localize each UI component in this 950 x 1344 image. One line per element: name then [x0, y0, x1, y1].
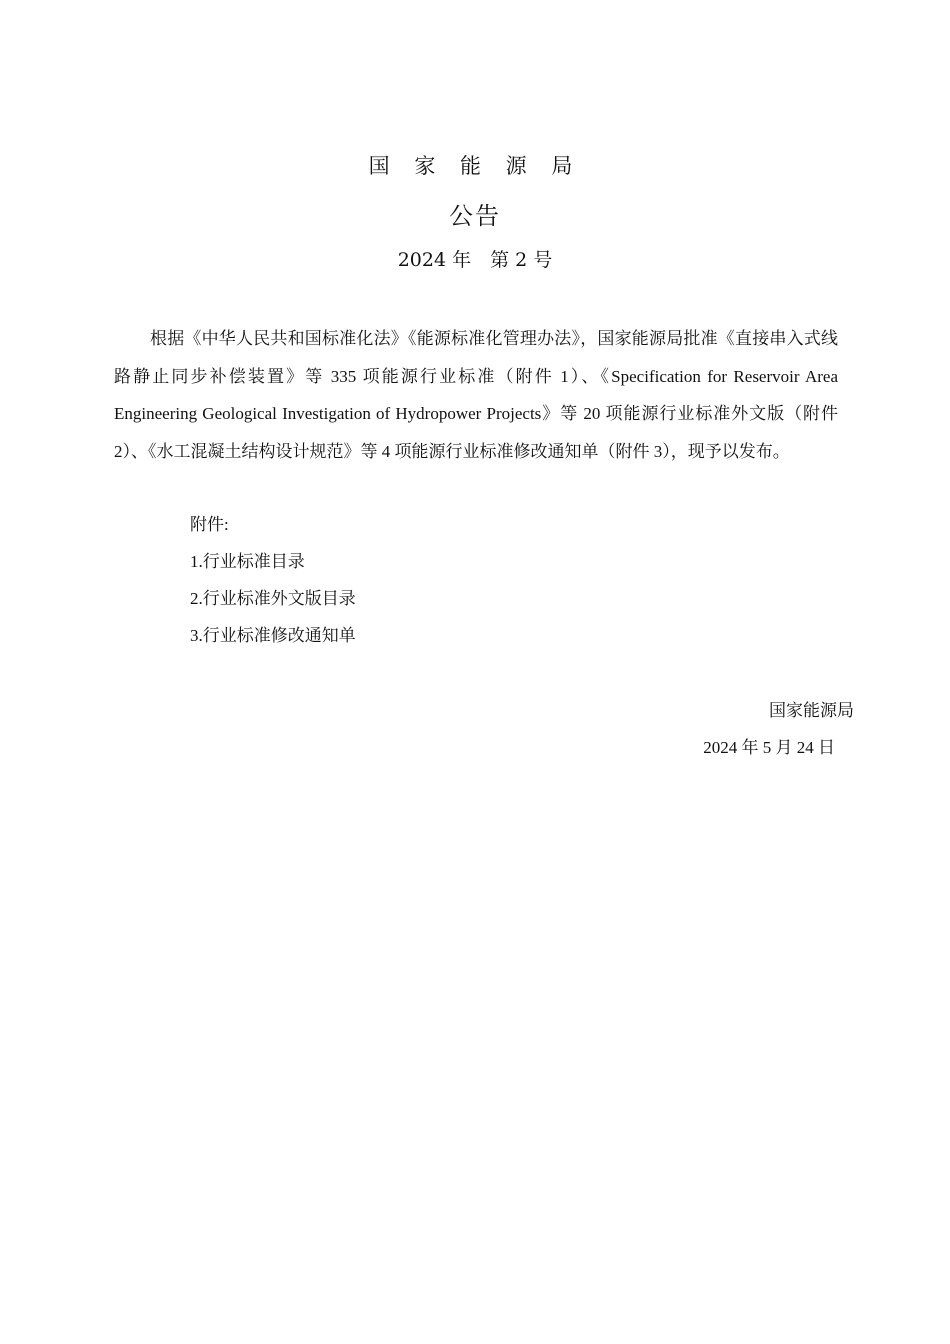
attachments-label: 附件: [190, 515, 229, 534]
issuer-title: 国 家 能 源 局 [368, 154, 582, 178]
attachment-item: 1.行业标准目录 [190, 552, 305, 571]
announcement-paragraph: 根据《中华人民共和国标准化法》《能源标准化管理办法》，国家能源局批准《直接串入式线路静止同步补偿装置》等 335 项能源行业标准（附件 1）、《Specification for Reservoir Area Engineering Geological Investigation of Hydropower Projects》等 20 项能源行业标准外文版（附件 2）、《水工混凝土结构设计规范》等 4 项能源行业标准修改通知单（附件 3），现予以发布。 [114, 329, 838, 461]
signature-issuer: 国家能源局 [769, 701, 854, 720]
attachment-item: 2.行业标准外文版目录 [190, 589, 356, 608]
document-type-title: 公告 [449, 202, 501, 230]
attachment-item: 3.行业标准修改通知单 [190, 626, 356, 645]
document-number: 2024 年 第 2 号 [397, 249, 553, 271]
attachments-list [190, 506, 356, 654]
signature-date: 2024 年 5 月 24 日 [703, 738, 835, 757]
